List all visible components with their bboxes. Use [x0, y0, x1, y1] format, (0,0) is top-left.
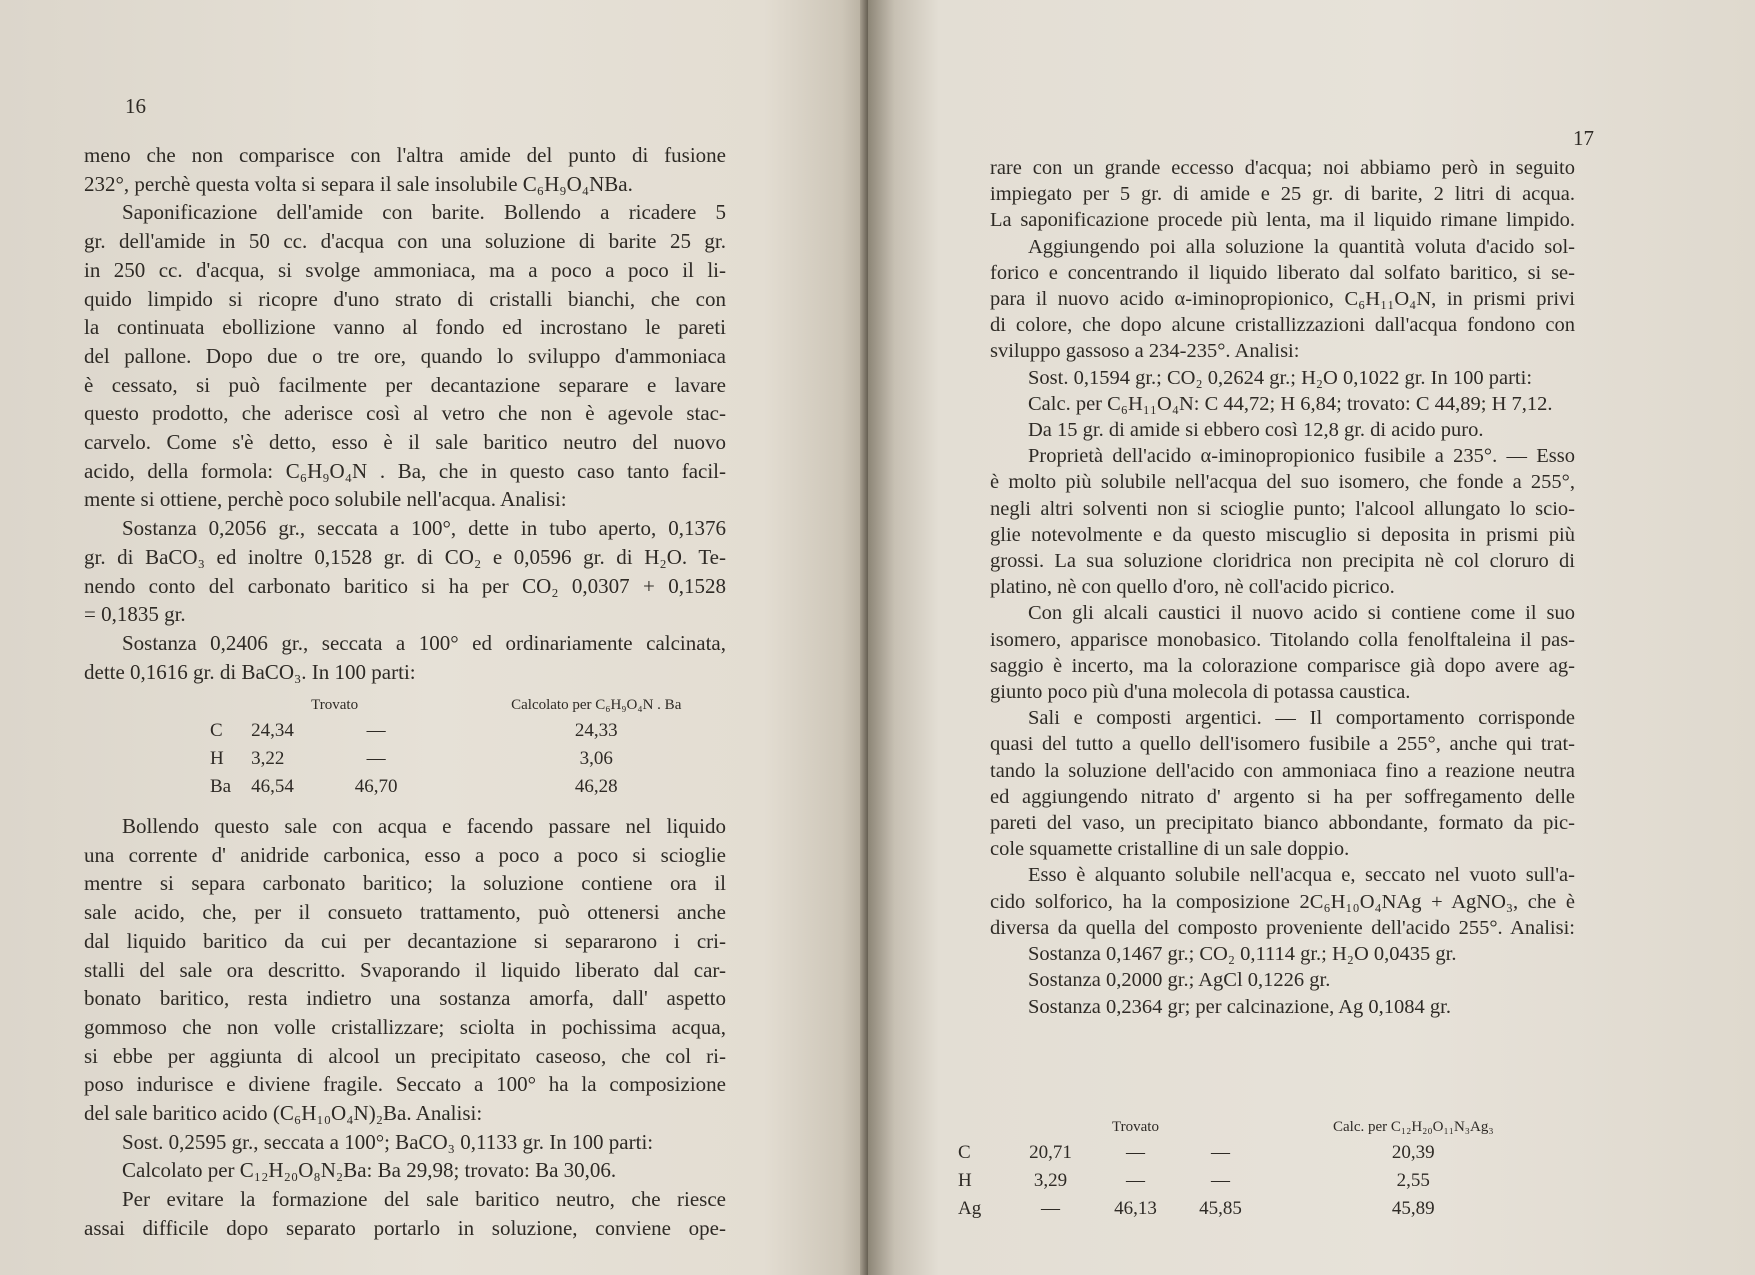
text-line: gommoso che non volle cristallizzare; sciolta in pochissima acqua,	[84, 1014, 726, 1039]
table-cell: C	[210, 720, 223, 741]
table-cell: —	[1211, 1170, 1230, 1191]
text-line: Con gli alcali caustici il nuovo acido si contiene come il suo	[1028, 602, 1575, 625]
text-line: questo prodotto, che aderisce così al vetro che non è agevole stac-	[84, 401, 726, 426]
table-cell: —	[1041, 1198, 1060, 1219]
text-line: La saponificazione procede più lenta, ma il liquido rimane limpido.	[990, 209, 1575, 232]
text-line: Sostanza 0,2406 gr., seccata a 100° ed ordinariamente calcinata,	[122, 630, 726, 655]
table-cell: H	[958, 1170, 972, 1191]
table-cell: Ag	[958, 1198, 982, 1219]
text-line: Sost. 0,1594 gr.; CO₂ 0,2624 gr.; H₂O 0,1022 gr. In 100 parti:	[1028, 366, 1533, 389]
text-line: Sostanza 0,2056 gr., seccata a 100°, dette in tubo aperto, 0,1376	[122, 516, 726, 541]
text-line: forico e concentrando il liquido liberato dal solfato baritico, si se-	[990, 261, 1575, 284]
text-line: glie notevolmente e da questo miscuglio si deposita in prismi più	[990, 523, 1575, 546]
text-line: giunto poco più d'una molecola di potassa caustica.	[990, 681, 1411, 704]
text-line: Sost. 0,2595 gr., seccata a 100°; BaCO₃ 0,1133 gr. In 100 parti:	[122, 1129, 654, 1154]
table-row	[200, 717, 691, 745]
table-cell: —	[366, 748, 386, 769]
text-line: pareti del vaso, un precipitato bianco abbondante, formato da pic-	[990, 812, 1575, 835]
text-line: in 250 cc. d'acqua, si svolge ammoniaca, ma a poco a poco il li-	[84, 257, 726, 282]
text-line: è molto più solubile nell'acqua del suo isomero, che fonde a 255°,	[990, 471, 1575, 494]
text-line: ed aggiungendo nitrato d' argento si ha per soffregamento delle	[990, 785, 1575, 808]
table-row	[948, 1139, 1504, 1167]
page-number-right: 17	[1573, 126, 1594, 150]
table-cell: 3,06	[579, 748, 613, 769]
text-line: acido, della formola: C₆H₉O₄N . Ba, che in questo caso tanto facil-	[84, 458, 726, 483]
table-cell: 45,85	[1199, 1198, 1242, 1219]
text-line: bonato baritico, resta indietro una sostanza amorfa, dall' aspetto	[84, 986, 726, 1011]
text-line: del sale baritico acido (C₆H₁₀O₄N)₂Ba. Analisi:	[84, 1101, 483, 1126]
table-cell: 24,33	[574, 720, 618, 741]
table-cell: 46,54	[251, 776, 294, 797]
left-text-block-b	[84, 812, 726, 1243]
text-line: sale acido, che, per il consueto trattamento, può ottenersi anche	[84, 900, 726, 925]
text-line: dal liquido baritico da cui per decantazione si separarono i cri-	[84, 928, 726, 953]
text-line: Da 15 gr. di amide si ebbero così 12,8 gr. di acido puro.	[1028, 419, 1484, 442]
table-cell: Ba	[210, 776, 232, 797]
text-line: poso indurisce e diviene fragile. Seccato a 100° ha la composizione	[84, 1072, 726, 1097]
table-cell: 3,29	[1033, 1170, 1068, 1191]
text-line: Proprietà dell'acido α-iminopropionico fusibile a 235°. — Esso	[1028, 445, 1575, 468]
page-number-left: 16	[125, 94, 146, 118]
text-line: stalli del sale ora descritto. Svaporando il liquido liberato dal car-	[84, 957, 726, 982]
text-line: Calcolato per C₁₂H₂₀O₈N₂Ba: Ba 29,98; trovato: Ba 30,06.	[122, 1158, 617, 1183]
text-line: Esso è alquanto solubile nell'acqua e, seccato nel vuoto sull'a-	[1028, 864, 1575, 887]
text-line: tando la soluzione dell'acido con ammoniaca fino a reazione neutra	[990, 759, 1575, 782]
text-line: Bollendo questo sale con acqua e facendo passare nel liquido	[122, 814, 726, 838]
table-cell: 3,22	[251, 748, 285, 769]
table-cell: —	[1126, 1142, 1145, 1163]
text-line: gr. di BaCO₃ ed inoltre 0,1528 gr. di CO₂ e 0,0596 gr. di H₂O. Te-	[84, 544, 726, 569]
right-results-table	[948, 1115, 1504, 1223]
table-cell: H	[210, 748, 224, 769]
text-line: sviluppo gassoso a 234-235°. Analisi:	[990, 340, 1300, 363]
text-line: impiegato per 5 gr. di amide e 25 gr. di barite, 2 litri di acqua.	[990, 183, 1575, 206]
table-row	[200, 773, 691, 801]
text-line: assai difficile dopo separato portarlo in soluzione, conviene ope-	[84, 1215, 726, 1240]
text-line: Sostanza 0,2364 gr; per calcinazione, Ag 0,1084 gr.	[1028, 995, 1451, 1018]
text-line: negli altri solventi non si scioglie punto; l'alcool allungato lo scio-	[990, 497, 1575, 520]
table-row	[948, 1167, 1504, 1195]
text-line: mente si ottiene, perchè poco solubile nell'acqua. Analisi:	[84, 487, 567, 512]
text-line: grossi. La sua soluzione cloridrica non precipita nè col cloruro di	[990, 550, 1575, 573]
text-line: Sostanza 0,2000 gr.; AgCl 0,1226 gr.	[1028, 969, 1331, 992]
table-cell: 20,39	[1391, 1142, 1435, 1163]
table-cell: 45,89	[1391, 1198, 1435, 1219]
text-line: meno che non comparisce con l'altra amide del punto di fusione	[84, 143, 726, 167]
text-line: = 0,1835 gr.	[84, 602, 186, 627]
text-line: cido solforico, ha la composizione 2C₆H₁₀O₄NAg + AgNO₃, che è	[990, 890, 1575, 913]
table-cell: 24,34	[251, 720, 294, 741]
table-cell: —	[1211, 1142, 1230, 1163]
text-line: è cessato, si può facilmente per decantazione separare e lavare	[84, 372, 726, 397]
left-table-head-calc: Calcolato per C₆H₉O₄N . Ba	[511, 696, 682, 713]
left-table-head-found: Trovato	[311, 696, 359, 713]
text-line: Saponificazione dell'amide con barite. Bollendo a ricadere 5	[122, 200, 726, 225]
table-cell: —	[1126, 1170, 1145, 1191]
text-line: dette 0,1616 gr. di BaCO₃. In 100 parti:	[84, 659, 416, 684]
text-line: 232°, perchè questa volta si separa il sale insolubile C₆H₉O₄NBa.	[84, 171, 633, 196]
text-line: di colore, che dopo alcune cristallizzazioni dall'acqua fondono con	[990, 314, 1575, 337]
text-line: nendo conto del carbonato baritico si ha per CO₂ 0,0307 + 0,1528	[84, 573, 726, 598]
text-line: gr. dell'amide in 50 cc. d'acqua con una soluzione di barite 25 gr.	[84, 229, 726, 254]
text-line: carvelo. Come s'è detto, esso è il sale baritico neutro del nuovo	[84, 430, 726, 455]
text-line: isomero, apparisce monobasico. Titolando colla fenolftaleina il pas-	[990, 628, 1575, 651]
left-results-table	[200, 693, 691, 801]
right-table-head-found: Trovato	[1112, 1118, 1159, 1135]
table-cell: 46,13	[1114, 1198, 1157, 1219]
text-line: Sali e composti argentici. — Il comportamento corrisponde	[1028, 707, 1575, 730]
text-line: cole squamette cristalline di un sale doppio.	[990, 838, 1350, 861]
text-line: saggio è incerto, ma la colorazione comparisce già dopo avere ag-	[990, 654, 1575, 677]
text-line: mentre si separa carbonato baritico; la soluzione contiene ora il	[84, 871, 726, 896]
text-line: la continuata ebollizione vanno al fondo ed incrostano le pareti	[84, 315, 726, 340]
table-cell: 20,71	[1029, 1142, 1072, 1163]
text-line: del pallone. Dopo due o tre ore, quando lo sviluppo d'ammoniaca	[84, 343, 726, 368]
table-cell: 46,28	[574, 776, 618, 797]
text-line: si ebbe per aggiunta di alcool un precipitato caseoso, che col ri-	[84, 1043, 726, 1068]
text-line: platino, nè con quello d'oro, nè coll'acido picrico.	[990, 576, 1395, 599]
table-row	[200, 745, 691, 773]
table-row	[948, 1195, 1504, 1223]
text-line: una corrente d' anidride carbonica, esso a poco a poco si scioglie	[84, 842, 726, 867]
right-table-head-calc: Calc. per C₁₂H₂₀O₁₁N₃Ag₃	[1333, 1118, 1494, 1135]
right-page	[868, 0, 1755, 1275]
right-text-block-a	[990, 155, 1575, 1020]
text-line: Aggiungendo poi alla soluzione la quantità voluta d'acido sol-	[1028, 235, 1575, 258]
text-line: diversa da quella del composto proveniente dell'acido 255°. Analisi:	[990, 916, 1575, 939]
left-page	[0, 0, 868, 1275]
text-line: rare con un grande eccesso d'acqua; noi abbiamo però in seguito	[990, 157, 1575, 179]
table-cell: 2,55	[1396, 1170, 1430, 1191]
text-line: quido limpido si ricopre d'uno strato di cristalli bianchi, che con	[84, 286, 726, 311]
table-cell: 46,70	[354, 776, 398, 797]
text-line: Calc. per C₆H₁₁O₄N: C 44,72; H 6,84; trovato: C 44,89; H 7,12.	[1028, 392, 1553, 415]
table-cell: C	[958, 1142, 971, 1163]
left-text-block-a	[84, 141, 726, 686]
text-line: para il nuovo acido α-iminopropionico, C₆H₁₁O₄N, in prismi privi	[990, 288, 1575, 311]
text-line: Per evitare la formazione del sale baritico neutro, che riesce	[122, 1187, 726, 1212]
table-cell: —	[366, 720, 386, 741]
text-line: quasi del tutto a quello dell'isomero fusibile a 255°, anche qui trat-	[990, 733, 1575, 756]
text-line: Sostanza 0,1467 gr.; CO₂ 0,1114 gr.; H₂O 0,0435 gr.	[1028, 943, 1457, 966]
